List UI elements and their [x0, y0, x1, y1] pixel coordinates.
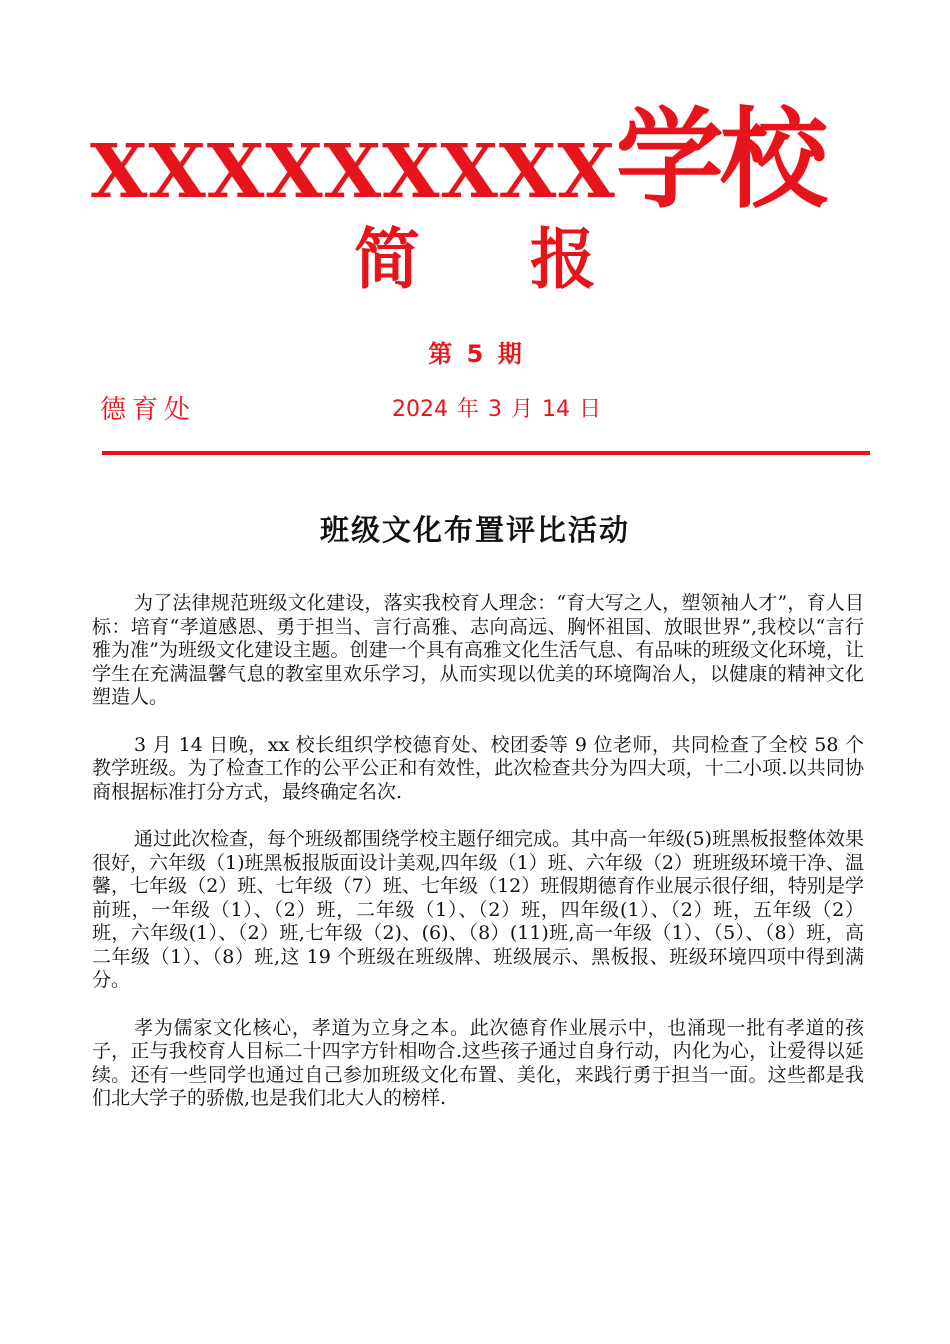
school-name-prefix: XXXXXXXXX: [90, 129, 616, 215]
school-name-suffix: 学校: [615, 98, 824, 223]
header-divider: [102, 451, 870, 455]
article-paragraph-1: 为了法律规范班级文化建设，落实我校育人理念：“育大写之人，塑领袖人才”，育人目标：培育“孝道感恩、勇于担当、言行高雅、志向高远、胸怀祖国、放眼世界”,我校以“言行雅为准”为班级文化建设主题。创建一个具有高雅文化生活气息、有品味的班级文化环境，让学生在充满温馨气息的教室里欢乐学习，从而实现以优美的环境陶冶人，以健康的精神文化塑造人。: [92, 592, 864, 708]
article-paragraph-4: 孝为儒家文化核心，孝道为立身之本。此次德育作业展示中，也涌现一批有孝道的孩子，正与我校育人目标二十四字方针相吻合.这些孩子通过自身行动，内化为心，让爱得以延续。还有一些同学也通过自己参加班级文化布置、美化，来践行勇于担当一面。这些都是我们北大学子的骄傲,也是我们北大人的榜样.: [92, 1016, 864, 1109]
masthead-school-name: [90, 96, 910, 226]
article-body: [92, 592, 864, 1135]
issue-number: 第 5 期: [428, 340, 522, 368]
issue-date: 2024 年 3 月 14 日: [392, 397, 601, 422]
article-title: 班级文化布置评比活动: [319, 513, 630, 547]
publication-title: 简报: [354, 221, 706, 298]
article-paragraph-2: 3 月 14 日晚，xx 校长组织学校德育处、校团委等 9 位老师，共同检查了全校 58 个教学班级。为了检查工作的公平公正和有效性，此次检查共分为四大项，十二小项.以共同协商根据标准打分方式，最终确定名次.: [92, 733, 864, 803]
article-paragraph-3: 通过此次检查，每个班级都围绕学校主题仔细完成。其中高一年级(5)班黑板报整体效果很好，六年级（1)班黑板报版面设计美观,四年级（1）班、六年级（2）班班级环境干净、温馨，七年级（2）班、七年级（7）班、七年级（12）班假期德育作业展示很仔细，特别是学前班，一年级（1）、（2）班，二年级（1）、（2）班，四年级(1）、（2）班，五年级（2）班，六年级(1）、（2）班,七年级（2)、(6)、（8）(11)班,高一年级（1）、（5）、（8）班，高二年级（1）、（8）班,这 19 个班级在班级牌、班级展示、黑板报、班级环境四项中得到满分。: [92, 828, 864, 991]
department-name: 德育处: [100, 395, 197, 425]
